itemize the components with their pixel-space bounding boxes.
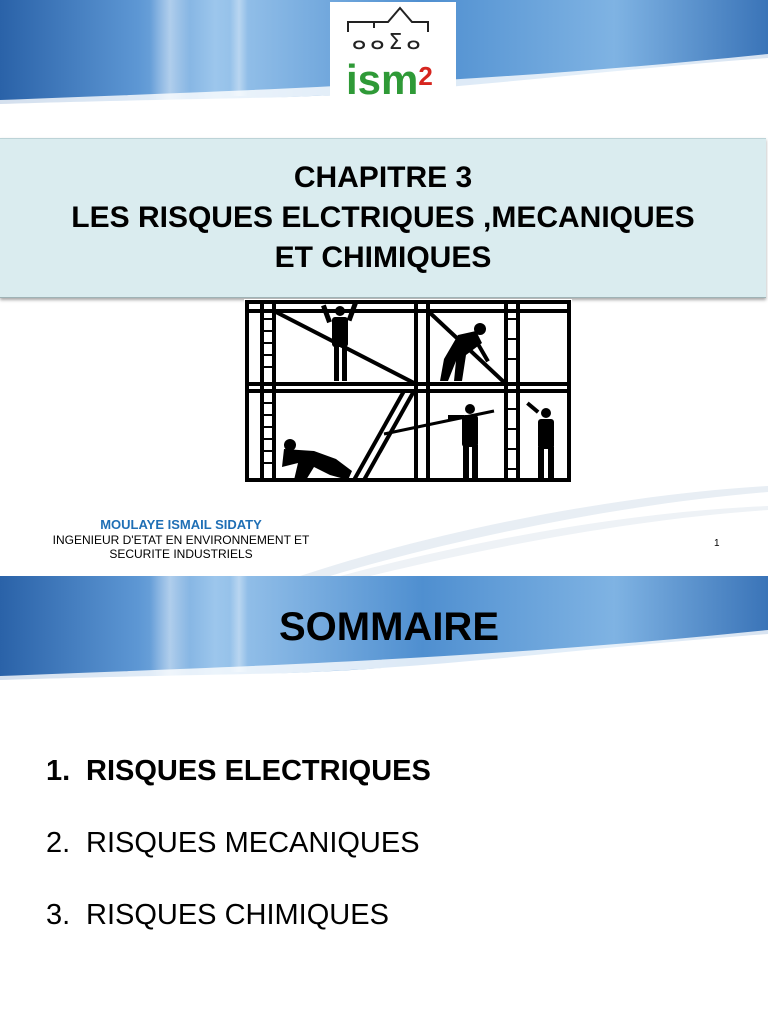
- summary-title: SOMMAIRE: [279, 605, 499, 649]
- slide-number: 1: [714, 538, 720, 549]
- summary-item-chimiques: 3. RISQUES CHIMIQUES: [46, 899, 389, 931]
- summary-list: [46, 754, 431, 970]
- chapter-title-line-2: LES RISQUES ELCTRIQUES ,MECANIQUES: [71, 201, 695, 234]
- chapter-title-line-1: CHAPITRE 3: [293, 161, 473, 194]
- scaffold-workers-illustration: [244, 299, 572, 483]
- logo-brand-text: ism$^2$: [346, 56, 433, 103]
- ism2-logo: [330, 2, 456, 104]
- author-name: MOULAYE ISMAIL SIDATY: [100, 517, 262, 532]
- author-role-line-2: SECURITE INDUSTRIELS: [109, 547, 253, 561]
- slide-2: [0, 576, 768, 1024]
- logo-tifinagh-text: ⴰⴰⵉⴰ: [352, 30, 425, 55]
- summary-item-mecaniques: 2. RISQUES MECANIQUES: [46, 827, 420, 859]
- chapter-title-line-3: ET CHIMIQUES: [274, 241, 492, 274]
- author-role-line-1: INGENIEUR D'ETAT EN ENVIRONNEMENT ET: [52, 533, 310, 547]
- chapter-title-box: [0, 138, 766, 298]
- author-block: [20, 516, 342, 561]
- summary-item-electriques: 1. RISQUES ELECTRIQUES: [46, 755, 431, 787]
